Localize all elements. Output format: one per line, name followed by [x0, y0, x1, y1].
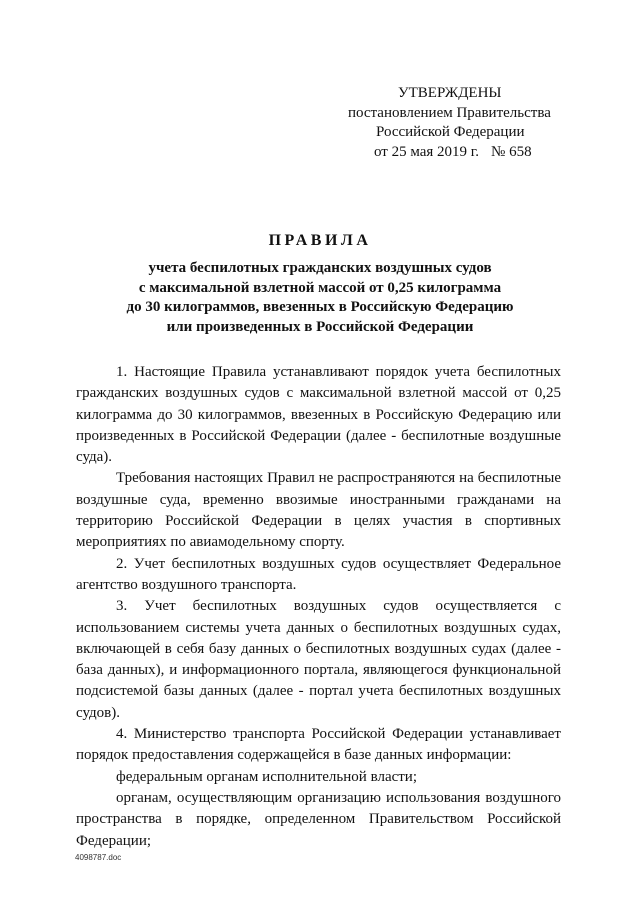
approval-date: от 25 мая 2019 г. [374, 143, 480, 160]
paragraph-4-item-1: федеральным органам исполнительной власти; [116, 768, 418, 785]
approval-number: № 658 [491, 143, 532, 160]
paragraph-1-note: Требования настоящих Правил не распространяются на беспилотные воздушные суда, временно ввозимые иностранными гражданами на территорию Российской Федерации в целях участия в спортивных мероприятиях по авиамодельному спорту. [76, 470, 561, 551]
approval-block [348, 84, 588, 162]
paragraph-1: 1. Настоящие Правила устанавливают порядок учета беспилотных гражданских воздушных судов с максимальной взлетной массой от 0,25 килограмма до 30 килограммов, ввезенных в Российскую Федерацию или произведенных в Российской Федерации (далее - беспилотные воздушные суда). [76, 364, 561, 466]
subtitle-line: до 30 килограммов, ввезенных в Российскую Федерацию [126, 299, 514, 315]
approval-date-number [348, 143, 588, 163]
paragraph-4: 4. Министерство транспорта Российской Федерации устанавливает порядок предоставления содержащейся в базе данных информации: [76, 726, 561, 764]
approval-decree: постановлением Правительства [348, 104, 551, 121]
paragraph-4-item-2: органам, осуществляющим организацию использования воздушного пространства в порядке, определенном Правительством Российской Федерации; [76, 789, 561, 849]
file-name-footer: 4098787.doc [75, 853, 122, 862]
subtitle-line: или произведенных в Российской Федерации [166, 318, 474, 335]
approval-heading: УТВЕРЖДЕНЫ [398, 85, 502, 101]
paragraph-2: 2. Учет беспилотных воздушных судов осуществляет Федеральное агентство воздушного транспорта. [76, 555, 561, 593]
approval-government: Российской Федерации [376, 124, 525, 140]
paragraph-3: 3. Учет беспилотных воздушных судов осуществляется с использованием системы учета данных о беспилотных воздушных судах, включающей в себя базу данных о беспилотных воздушных судах (далее - база данных), и информационного портала, являющегося функциональной подсистемой базы данных (далее - портал учета беспилотных воздушных судов). [76, 598, 561, 721]
document-body [76, 362, 561, 852]
document-subtitle [80, 259, 560, 337]
subtitle-line: учета беспилотных гражданских воздушных судов [148, 260, 492, 276]
document-title: ПРАВИЛА [268, 232, 372, 249]
subtitle-line: с максимальной взлетной массой от 0,25 килограмма [138, 279, 502, 296]
